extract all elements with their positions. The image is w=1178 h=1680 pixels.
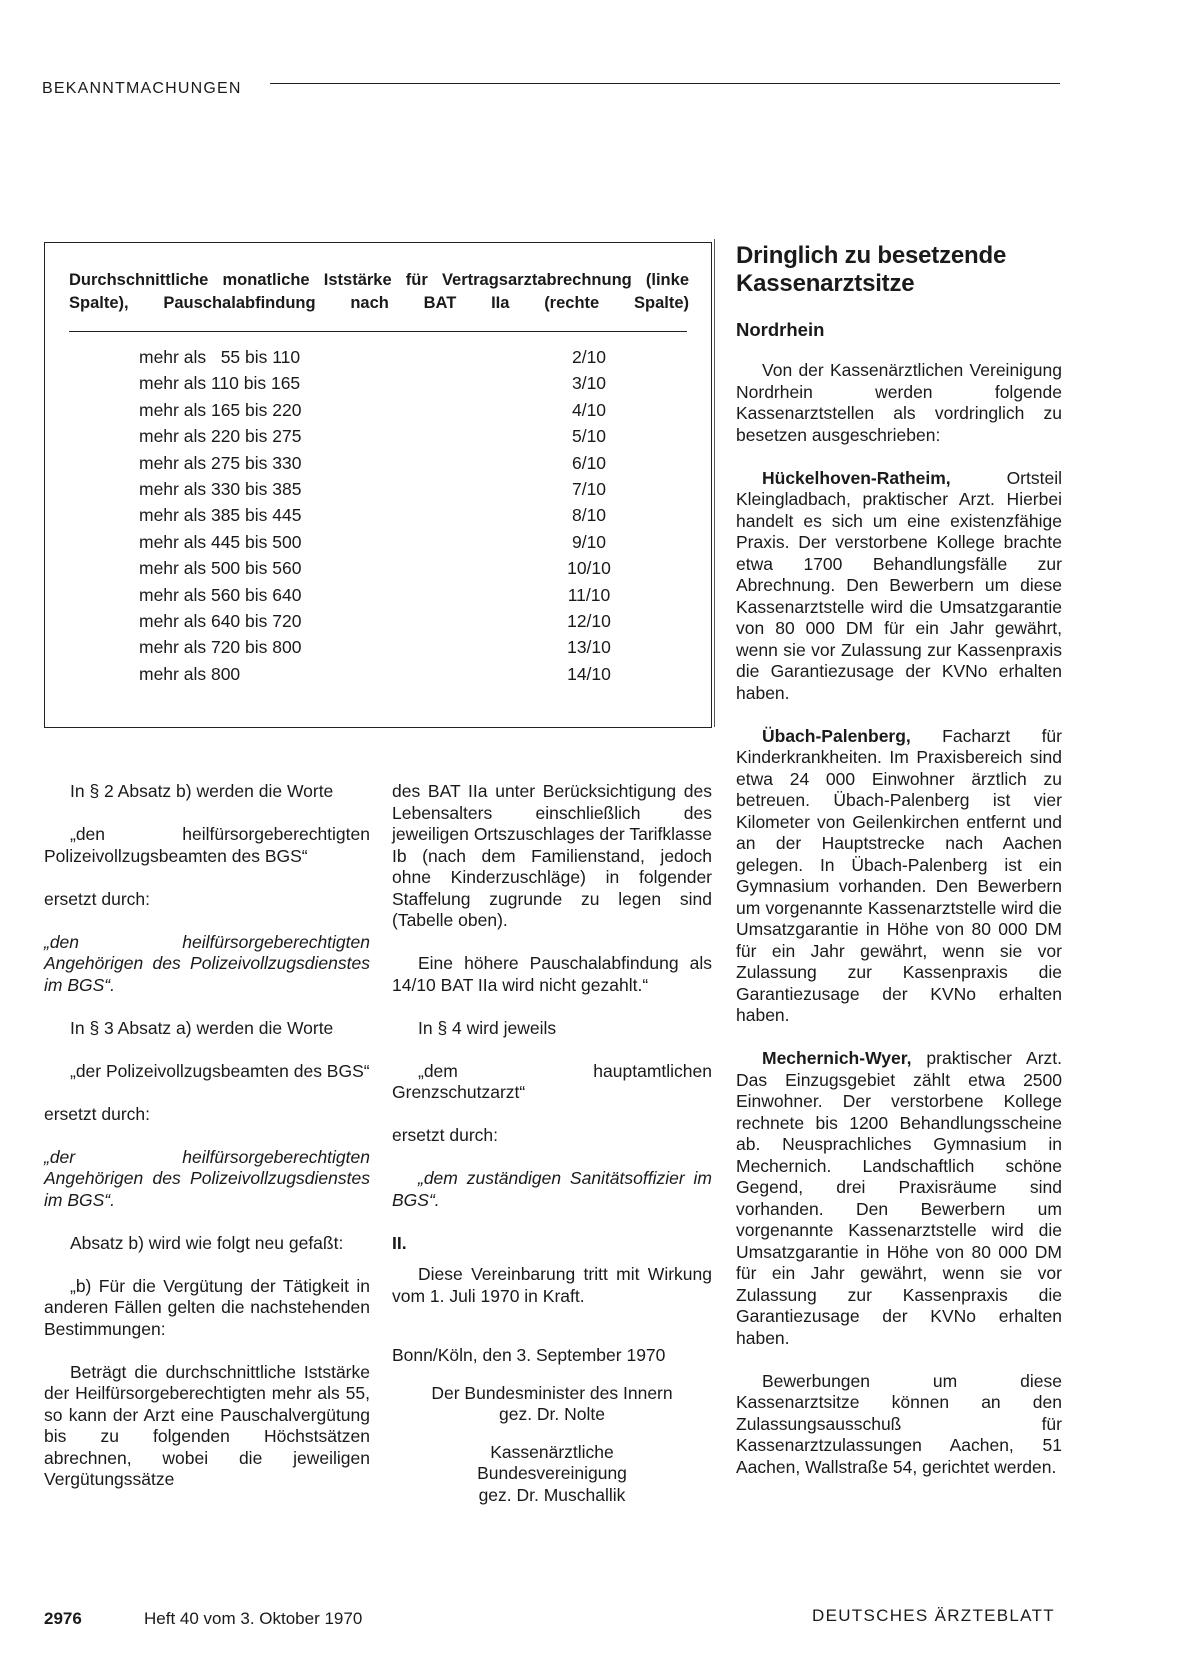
listing-text: praktischer Arzt. Das Einzugsgebiet zählt etwa 2500 Einwohner. Der verstorbene Kollege rechnete bis 1200 Behandlungsscheine ab. Neusprachliches Gymnasium in Mechernich. Landschaftlich schöne Gegend, drei Praxisräume sind vorhanden. Den Bewerbern um vorgenannte Kassenarztstelle wird die Umsatzgarantie in Höhe von 80 000 DM für ein Jahr gewährt, wenn sie vor Zulassung zur Kassenpraxis die Garantiezusage der KVNo erhalten haben. <box>736 1048 1062 1348</box>
page-number: 2976 <box>44 1609 82 1628</box>
italic-quote: „der heilfürsorgeberechtigten Angehörigen des Polizeivollzugsdienstes im BGS“. <box>44 1146 370 1210</box>
row-range: mehr als 720 bis 800 <box>139 637 302 658</box>
row-range: mehr als 220 bis 275 <box>139 426 302 447</box>
row-value: 5/10 <box>571 426 607 447</box>
row-range: mehr als 110 bis 165 <box>139 373 301 394</box>
intro-paragraph: Von der Kassenärztlichen Vereinigung Nordrhein werden folgende Kassenarztstellen als vordringlich zu besetzen ausgeschrieben: <box>736 360 1062 445</box>
table-row <box>69 505 689 531</box>
row-value: 8/10 <box>571 505 607 526</box>
table-row <box>69 532 689 558</box>
table-row <box>69 611 689 637</box>
row-value: 11/10 <box>567 584 611 605</box>
listing-text: Ortsteil Kleingladbach, praktischer Arzt. Hierbei handelt es sich um eine existenzfähige Praxis. Der verstorbene Kollege brachte etwa 1700 Behandlungsfälle zur Abrechnung. Den Bewerbern um diese Kassenarztstelle wird die Umsatzgarantie von 80 000 DM für ein Jahr gewährt, wenn sie vor Zulassung zur Kassenpraxis die Garantiezusage der KVNo erhalten haben. <box>736 467 1062 703</box>
row-range: mehr als 330 bis 385 <box>139 478 302 499</box>
signature-line: gez. Dr. Muschallik <box>478 1484 626 1505</box>
article-heading: Dringlich zu besetzende Kassenarztsitze <box>736 242 1007 297</box>
quote-paragraph: „den heilfürsorgeberechtigten Polizeivollzugsbeamten des BGS“ <box>44 824 370 866</box>
table-rows <box>69 347 689 690</box>
row-range: mehr als 165 bis 220 <box>139 399 302 420</box>
italic-quote: „dem zuständigen Sanitätsoffizier im BGS“. <box>392 1168 712 1210</box>
paragraph: Beträgt die durchschnittliche Iststärke der Heilfürsorgeberechtigten mehr als 55, so kann der Arzt eine Pauschalvergütung bis zu folgenden Höchstsätzen abrechnen, wobei die jeweiligen Vergütungssätze <box>44 1361 370 1489</box>
row-value: 4/10 <box>571 399 607 420</box>
date-line: Bonn/Köln, den 3. September 1970 <box>392 1345 666 1365</box>
signature-line: Der Bundesminister des Innern <box>431 1382 673 1403</box>
row-value: 10/10 <box>567 558 611 579</box>
paragraph: ersetzt durch: <box>44 1103 151 1124</box>
row-range: mehr als 55 bis 110 <box>139 347 301 367</box>
signature-line: gez. Dr. Nolte <box>498 1404 606 1424</box>
table-row <box>69 400 689 426</box>
listing-place: Übach-Palenberg, <box>762 725 911 746</box>
table-divider <box>69 331 687 332</box>
section-number: II. <box>392 1232 407 1253</box>
quote-paragraph: „der Polizeivollzugsbeamten des BGS“ <box>70 1060 370 1081</box>
row-range: mehr als 275 bis 330 <box>139 452 302 473</box>
paragraph: „b) Für die Vergütung der Tätigkeit in anderen Fällen gelten die nachstehenden Bestimmungen: <box>44 1275 370 1339</box>
paragraph: Eine höhere Pauschalabfindung als 14/10 BAT IIa wird nicht gezahlt.“ <box>392 953 712 995</box>
table-row <box>69 585 689 611</box>
row-range: mehr als 385 bis 445 <box>139 505 302 526</box>
paragraph: Diese Vereinbarung tritt mit Wirkung vom 1. Juli 1970 in Kraft. <box>392 1264 712 1306</box>
table-row <box>69 637 689 663</box>
signature-line: Bundesvereinigung <box>477 1463 627 1483</box>
row-range: mehr als 640 bis 720 <box>139 610 302 631</box>
table-row <box>69 347 689 373</box>
row-value: 12/10 <box>567 610 611 631</box>
table-row <box>69 453 689 479</box>
paragraph: ersetzt durch: <box>44 888 151 909</box>
table-row <box>69 479 689 505</box>
paragraph: ersetzt durch: <box>392 1125 499 1145</box>
region-subheading: Nordrhein <box>736 319 825 340</box>
staffelung-table <box>44 242 712 728</box>
row-range: mehr als 560 bis 640 <box>139 584 302 605</box>
paragraph: In § 3 Absatz a) werden die Worte <box>70 1017 334 1038</box>
row-range: mehr als 800 <box>139 663 241 684</box>
quote-paragraph: „dem hauptamtlichen Grenzschutzarzt“ <box>392 1060 712 1102</box>
table-row <box>69 373 689 399</box>
row-range: mehr als 445 bis 500 <box>139 531 302 552</box>
paragraph: Absatz b) wird wie folgt neu gefaßt: <box>70 1232 344 1253</box>
italic-quote: „den heilfürsorgeberechtigten Angehörigen des Polizeivollzugsdienstes im BGS“. <box>44 931 370 995</box>
signature-line: Kassenärztliche <box>490 1441 614 1462</box>
row-value: 2/10 <box>571 347 607 367</box>
listing-place: Mechernich-Wyer, <box>762 1048 912 1068</box>
paragraph: des BAT IIa unter Berücksichtigung des Lebensalters einschließlich des jeweiligen Ortszuschlages der Tarifklasse Ib (nach dem Familienstand, jedoch ohne Kinderzuschläge) in folgender Staffelung zugrunde zu legen sind (Tabelle oben). <box>392 781 712 930</box>
issue-info: Heft 40 vom 3. Oktober 1970 <box>144 1609 363 1628</box>
closing-paragraph: Bewerbungen um diese Kassenarztsitze können an den Zulassungsausschuß für Kassenarztzulassungen Aachen, 51 Aachen, Wallstraße 54, gerichtet werden. <box>736 1370 1062 1477</box>
column-middle <box>392 781 712 1506</box>
listing-entry <box>736 726 1062 1027</box>
table-row <box>69 664 689 690</box>
column-left <box>44 781 370 1491</box>
row-value: 7/10 <box>571 478 607 499</box>
section-header: BEKANNTMACHUNGEN <box>42 80 242 97</box>
paragraph: In § 4 wird jeweils <box>418 1017 557 1038</box>
paragraph: In § 2 Absatz b) werden die Worte <box>70 781 334 801</box>
row-value: 14/10 <box>567 663 611 684</box>
listing-entry <box>736 468 1062 705</box>
header-rule <box>270 83 1060 84</box>
row-value: 3/10 <box>571 373 607 394</box>
column-right <box>736 242 1062 1478</box>
row-value: 9/10 <box>571 531 607 552</box>
table-row <box>69 558 689 584</box>
table-row <box>69 426 689 452</box>
listing-place: Hückelhoven-Ratheim, <box>762 467 951 488</box>
journal-name: DEUTSCHES ÄRZTEBLATT <box>812 1606 1055 1625</box>
listing-text: Facharzt für Kinderkrankheiten. Im Praxisbereich sind etwa 24 000 Einwohner ärztlich zu betreuen. Übach-Palenberg ist vier Kilometer von Geilenkirchen entfernt und an der Hauptstrecke nach Aachen gelegen. In Übach-Palenberg ist ein Gymnasium vorhanden. Den Bewerbern um vorgenannte Kassenarztstelle wird die Umsatzgarantie in Höhe von 80 000 DM für ein Jahr gewährt, wenn sie vor Zulassung zur Kassenpraxis die Garantiezusage der KVNo erhalten haben. <box>736 725 1062 1025</box>
table-title: Durchschnittliche monatliche Iststärke für Vertragsarztabrechnung (linke Spalte), Pauschalabfindung nach BAT IIa (rechte Spalte) <box>69 271 689 312</box>
row-value: 6/10 <box>571 452 607 473</box>
row-range: mehr als 500 bis 560 <box>139 558 302 579</box>
listing-entry <box>736 1048 1062 1349</box>
row-value: 13/10 <box>567 637 611 658</box>
